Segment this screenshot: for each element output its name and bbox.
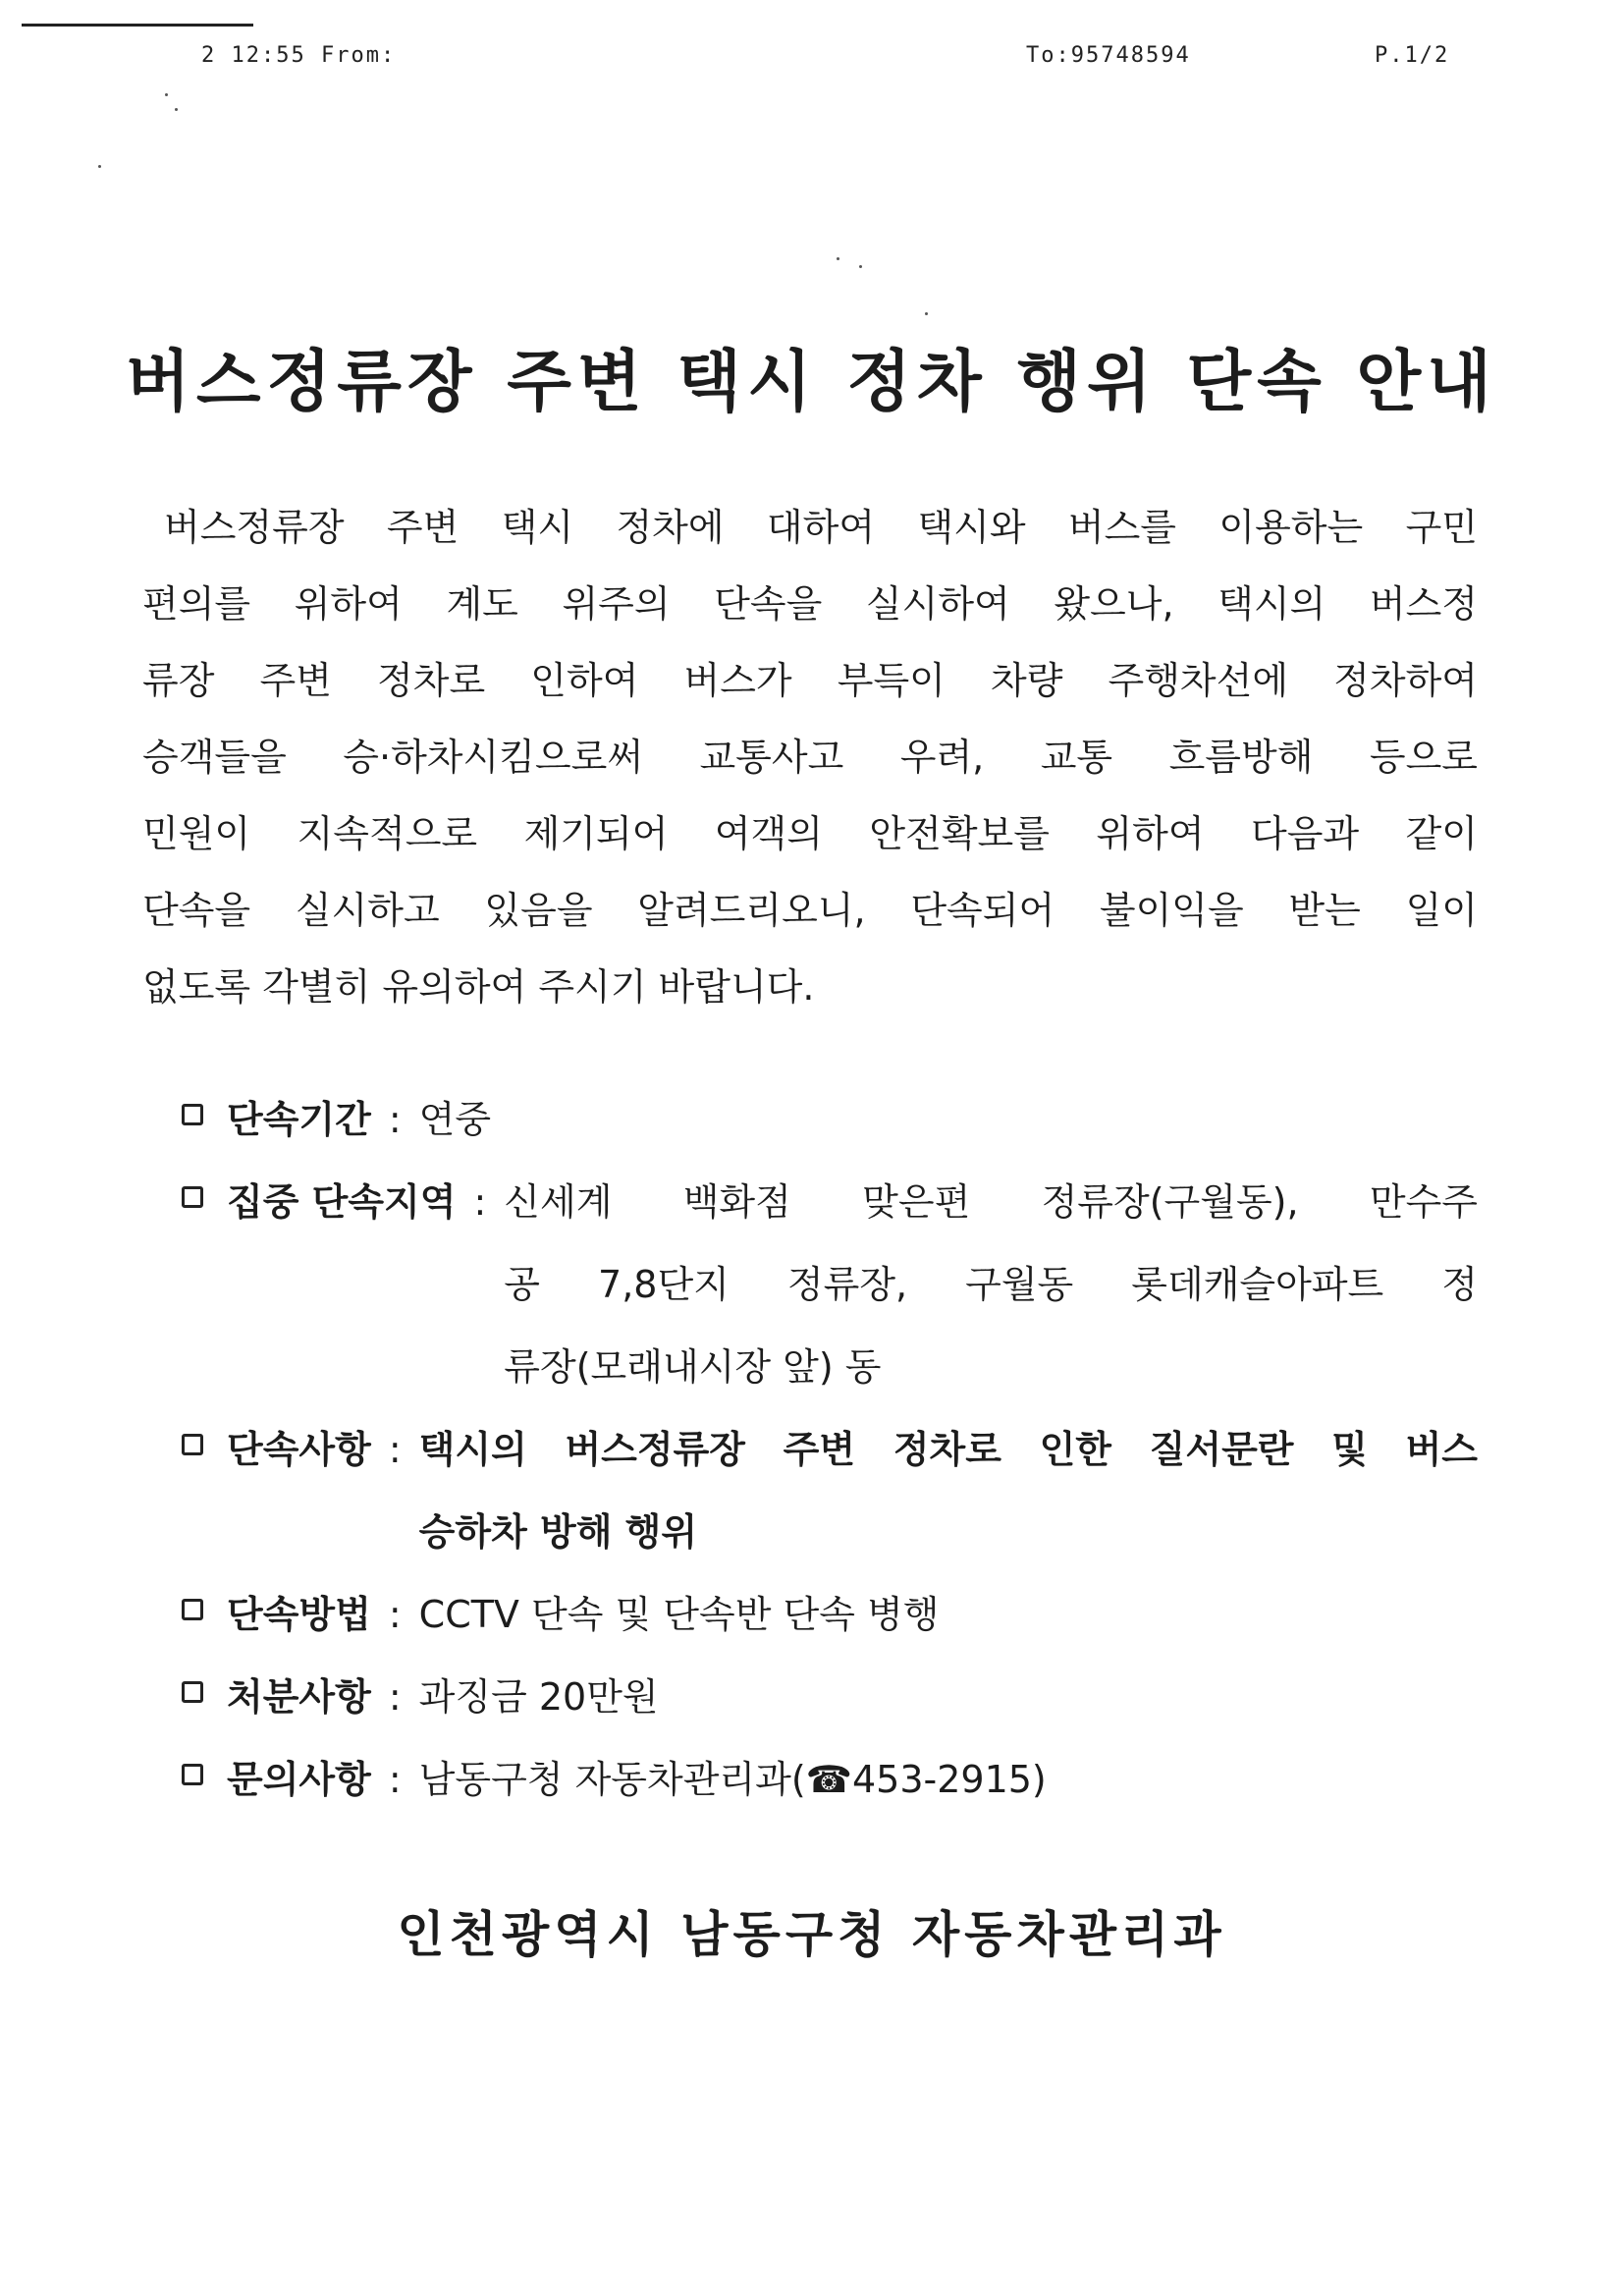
fax-header-rule — [22, 24, 253, 27]
checkbox-square-icon — [182, 1434, 203, 1455]
detail-label: 단속방법 — [227, 1593, 371, 1636]
scan-speck — [175, 108, 178, 111]
detail-separator: : — [388, 1593, 402, 1636]
detail-label: 집중 단속지역 — [227, 1180, 457, 1224]
detail-value — [419, 1656, 1478, 1738]
checkbox-square-icon — [182, 1599, 203, 1620]
detail-item-violation — [182, 1408, 1478, 1573]
body-line: 단속을 실시하고 있음을 알려드리오니, 단속되어 불이익을 받는 일이 — [142, 889, 1478, 932]
detail-separator: : — [388, 1428, 402, 1471]
detail-value-line: 연중 — [418, 1098, 492, 1141]
checkbox-square-icon — [182, 1681, 203, 1703]
detail-label: 처분사항 — [227, 1675, 371, 1719]
detail-value-line: 과징금 20만원 — [418, 1675, 659, 1719]
detail-separator: : — [388, 1675, 402, 1719]
fax-header-page: P.1/2 — [1375, 43, 1450, 68]
detail-label: 단속사항 — [227, 1428, 371, 1471]
detail-label: 문의사항 — [227, 1758, 371, 1801]
body-line: 민원이 지속적으로 제기되어 여객의 안전확보를 위하여 다음과 같이 — [142, 812, 1478, 855]
scan-speck — [837, 257, 839, 260]
body-line: 편의를 위하여 계도 위주의 단속을 실시하여 왔으나, 택시의 버스정 — [142, 582, 1478, 626]
detail-value-line: 공 7,8단지 정류장, 구월동 롯데캐슬아파트 정 — [504, 1263, 1478, 1306]
detail-value-line: 신세계 백화점 맞은편 정류장(구월동), 만수주 — [504, 1180, 1478, 1224]
scan-speck — [98, 165, 101, 168]
checkbox-square-icon — [182, 1104, 203, 1125]
detail-item-inquiry — [182, 1738, 1478, 1821]
detail-value — [419, 1408, 1478, 1573]
detail-value-line: CCTV 단속 및 단속반 단속 병행 — [418, 1593, 940, 1636]
body-line: 버스정류장 주변 택시 정차에 대하여 택시와 버스를 이용하는 구민 — [164, 506, 1478, 549]
document-title: 버스정류장 주변 택시 정차 행위 단속 안내 — [126, 344, 1497, 421]
detail-label: 단속기간 — [227, 1098, 371, 1141]
detail-value-line: 택시의 버스정류장 주변 정차로 인한 질서문란 및 버스 — [418, 1428, 1478, 1471]
detail-separator: : — [473, 1180, 487, 1224]
detail-item-area — [182, 1161, 1478, 1408]
detail-item-period — [182, 1078, 1478, 1161]
detail-value — [419, 1738, 1478, 1821]
detail-separator: : — [388, 1758, 402, 1801]
scan-speck — [165, 93, 168, 96]
scan-speck — [859, 265, 862, 268]
detail-value — [419, 1573, 1478, 1656]
fax-header-time-from: 2 12:55 From: — [201, 43, 397, 68]
checkbox-square-icon — [182, 1764, 203, 1785]
detail-value-line: 승하차 방해 행위 — [418, 1510, 698, 1554]
scan-speck — [925, 312, 928, 315]
notice-body — [142, 489, 1478, 1025]
detail-value — [504, 1161, 1478, 1408]
body-line: 류장 주변 정차로 인하여 버스가 부득이 차량 주행차선에 정차하여 — [142, 659, 1478, 702]
detail-item-method — [182, 1573, 1478, 1656]
checkbox-square-icon — [182, 1186, 203, 1208]
issuing-department: 인천광역시 남동구청 자동차관리과 — [397, 1906, 1226, 1963]
body-line: 없도록 각별히 유의하여 주시기 바랍니다. — [142, 965, 815, 1009]
detail-value-line: 류장(모래내시장 앞) 동 — [504, 1345, 882, 1389]
detail-value — [419, 1078, 1478, 1161]
detail-separator: : — [388, 1098, 402, 1141]
detail-value-line: 남동구청 자동차관리과(☎453-2915) — [418, 1758, 1047, 1801]
enforcement-details-list — [182, 1078, 1478, 1821]
fax-header-to: To:95748594 — [1026, 43, 1191, 68]
body-line: 승객들을 승·하차시킴으로써 교통사고 우려, 교통 흐름방해 등으로 — [142, 736, 1478, 779]
detail-item-penalty — [182, 1656, 1478, 1738]
